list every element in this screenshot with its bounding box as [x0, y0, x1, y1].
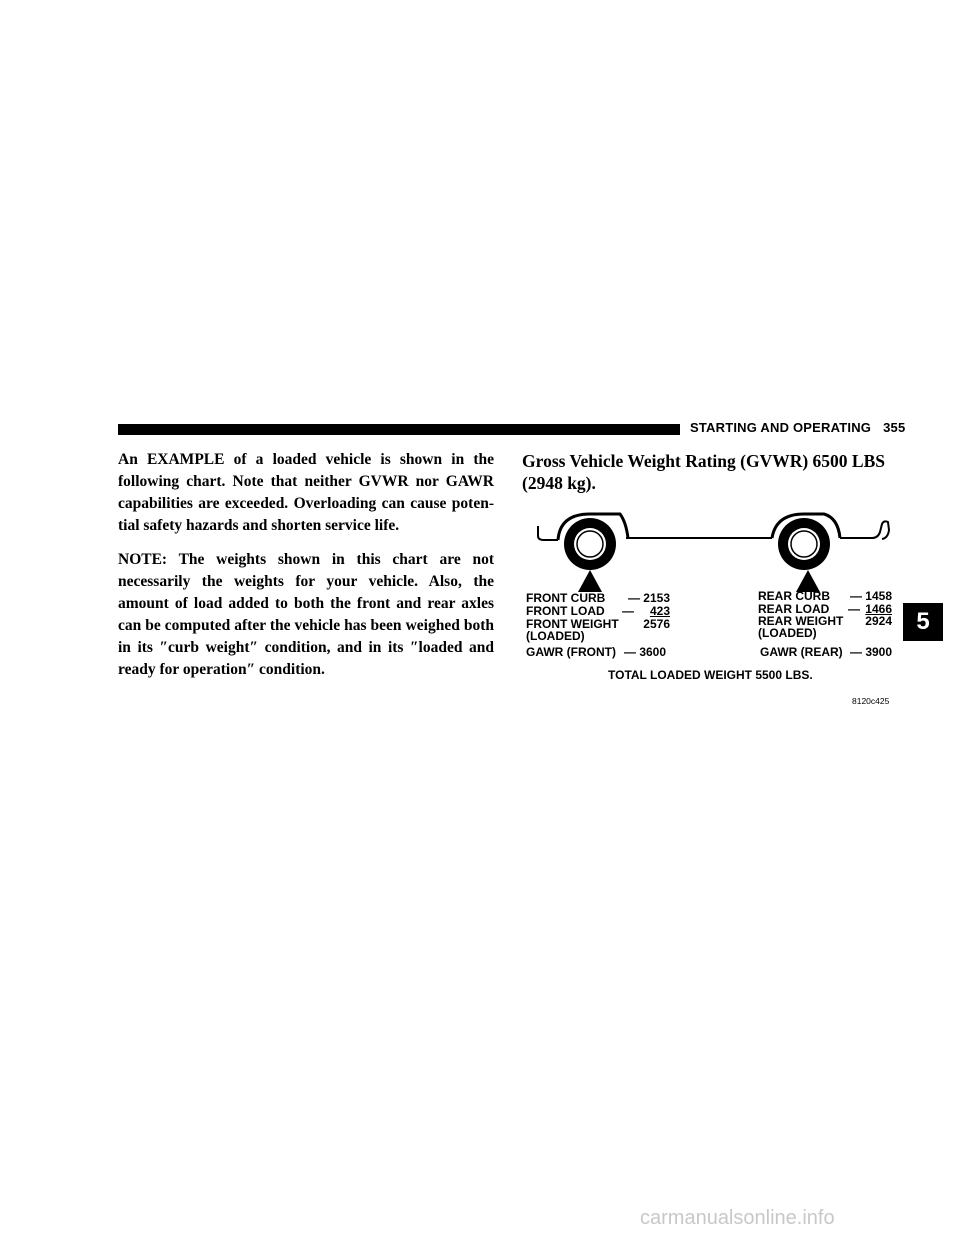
rear-curb-value: — 1458 [849, 589, 892, 603]
rear-weight-label: REAR WEIGHT [758, 614, 844, 628]
gawr-front-label: GAWR (FRONT) [526, 645, 616, 659]
total-loaded-weight: TOTAL LOADED WEIGHT 5500 LBS. [608, 668, 813, 682]
front-curb-label: FRONT CURB [526, 591, 606, 605]
front-weight-value: 2576 [643, 617, 670, 631]
paragraph-note: NOTE: The weights shown in this chart are not necessarily the weights for your vehicle. Also, the amount of load added to both the front and rear axles can be computed after the vehicle has been weighed both in its ″curb weight″ condition, and in its ″loaded and ready for operation″ condition. [118, 551, 494, 678]
front-curb-value: — 2153 [627, 591, 670, 605]
gawr-front-value: — 3600 [624, 645, 667, 659]
header-rule [118, 424, 680, 435]
front-bumper [538, 526, 558, 540]
chapter-tab: 5 [903, 603, 943, 641]
front-loaded-label: (LOADED) [526, 629, 585, 643]
rear-weight-value: 2924 [865, 614, 892, 628]
gawr-rear-value: — 3900 [850, 645, 893, 659]
rear-bumper [840, 521, 889, 539]
front-load-label: FRONT LOAD [526, 604, 605, 618]
front-weight-label: FRONT WEIGHT [526, 617, 619, 631]
watermark-text: carmanualsonline.info [640, 1207, 835, 1229]
rear-load-dash: — [848, 602, 860, 616]
page-number: 355 [883, 420, 906, 435]
front-load-dash: — [622, 604, 634, 618]
front-axle-pointer-icon [578, 570, 602, 592]
running-header [690, 420, 905, 435]
vehicle-weight-diagram [520, 512, 900, 712]
rear-load-label: REAR LOAD [758, 602, 830, 616]
section-title: STARTING AND OPERATING [690, 420, 872, 435]
figure-title: Gross Vehicle Weight Rating (GVWR) 6500 LBS (2948 kg). [522, 451, 885, 493]
front-load-value: 423 [649, 604, 670, 618]
body-text [118, 449, 494, 693]
rear-load-value: 1466 [865, 602, 892, 616]
figure-code: 8120c425 [852, 696, 890, 706]
rear-curb-label: REAR CURB [758, 589, 830, 603]
gawr-rear-label: GAWR (REAR) [760, 645, 843, 659]
rear-loaded-label: (LOADED) [758, 626, 817, 640]
paragraph-intro: An EXAMPLE of a loaded vehicle is shown in the following chart. Note that neither GVWR nor GAWR capabilities are exceeded. Overloading can cause poten-tial safety hazards and shorten service life. [118, 451, 494, 534]
